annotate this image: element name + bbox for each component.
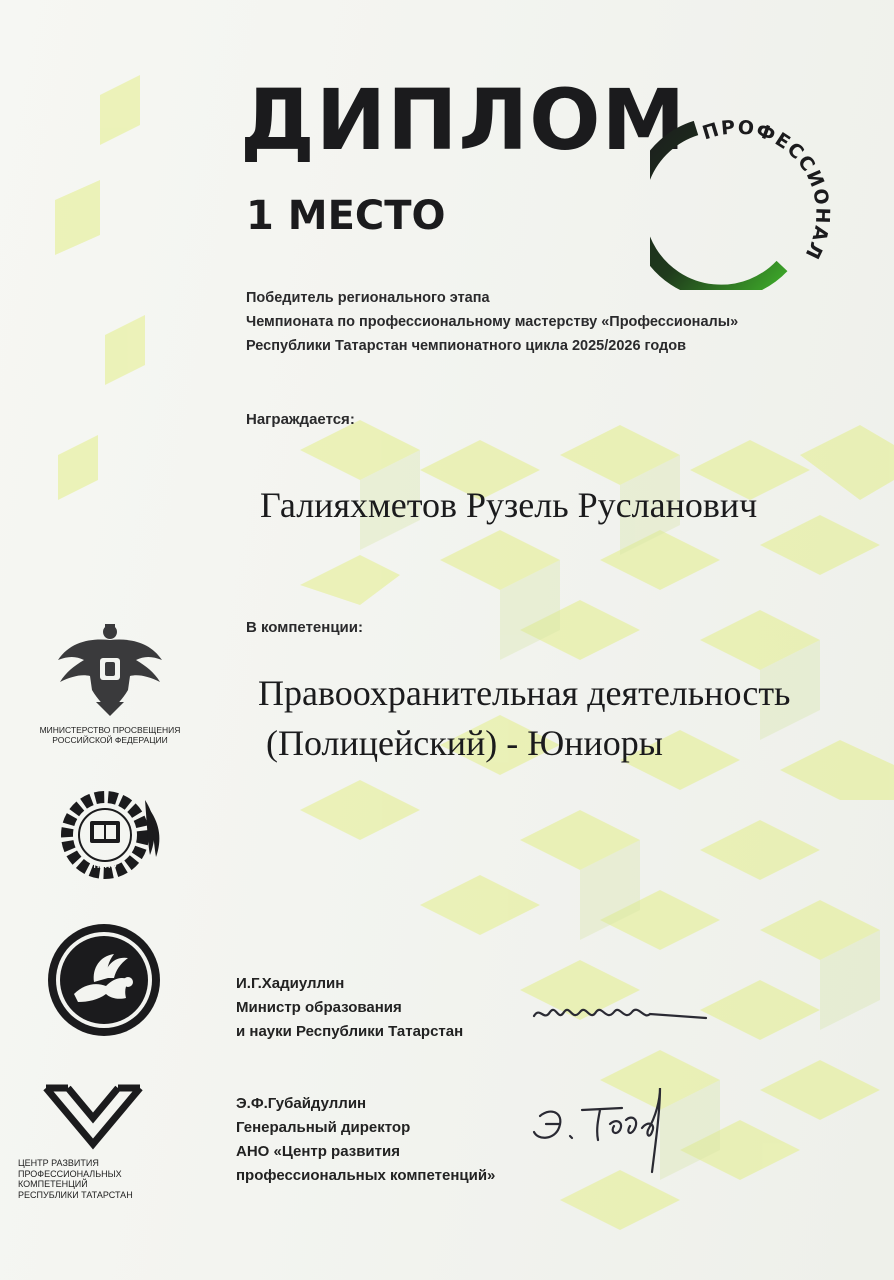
diploma-title: ДИПЛОМ	[240, 71, 687, 169]
signatory-position: профессиональных компетенций»	[236, 1167, 496, 1184]
ministry-caption-line: МИНИСТЕРСТВО ПРОСВЕЩЕНИЯ	[39, 725, 181, 735]
ministry-caption	[30, 725, 190, 745]
winner-description	[246, 286, 846, 358]
competence-label: В компетенции:	[246, 619, 363, 636]
intro-line: Победитель регионального этапа	[246, 290, 490, 306]
competence-name	[258, 668, 790, 768]
awarded-label: Награждается:	[246, 411, 355, 428]
signatory-position: и науки Республики Татарстан	[236, 1023, 464, 1040]
competence-line: Правоохранительная деятельность	[258, 673, 791, 713]
eagle-emblem-icon	[50, 620, 170, 720]
intro-line: Чемпионата по профессиональному мастерству «Профессионалы»	[246, 314, 739, 330]
professionaly-ring-icon	[650, 90, 850, 290]
center-caption-line: ПРОФЕССИОНАЛЬНЫХ	[18, 1168, 122, 1179]
svg-text:ПРОФЕССИОНАЛЫ	[650, 90, 833, 264]
director-signature	[526, 1080, 686, 1180]
place-heading: 1 МЕСТО	[246, 193, 446, 239]
awardee-name: Галияхметов Рузель Русланович	[260, 485, 758, 525]
center-caption-line: КОМПЕТЕНЦИЙ	[18, 1179, 88, 1189]
competence-line: (Полицейский) - Юниоры	[266, 723, 663, 763]
signatory-position: АНО «Центр развития	[236, 1143, 400, 1160]
logo-arc-text: ПРОФЕССИОНАЛ	[699, 116, 834, 264]
professionaly-logo	[650, 90, 850, 290]
signatory-name: И.Г.Хадиуллин	[236, 975, 345, 992]
signatory-position: Министр образования	[236, 999, 402, 1016]
competence-center-logo-icon	[38, 1080, 148, 1152]
nrpo-emblem-icon	[50, 785, 165, 885]
center-caption-line: РЕСПУБЛИКИ ТАТАРСТАН	[18, 1189, 133, 1200]
center-caption-line: ЦЕНТР РАЗВИТИЯ	[18, 1158, 99, 1168]
signatory-minister	[236, 972, 463, 1044]
intro-line: Республики Татарстан чемпионатного цикла 2025/2026 годов	[246, 338, 687, 354]
signatory-director	[236, 1092, 495, 1188]
minister-signature	[530, 996, 720, 1030]
leopard-emblem-icon	[44, 920, 164, 1040]
nrpo-text: НРПО	[93, 861, 117, 870]
ministry-caption-line: РОССИЙСКОЙ ФЕДЕРАЦИИ	[52, 735, 168, 745]
competence-center-caption	[18, 1158, 178, 1200]
signatory-position: Генеральный директор	[236, 1119, 411, 1136]
signatory-name: Э.Ф.Губайдуллин	[236, 1095, 367, 1112]
